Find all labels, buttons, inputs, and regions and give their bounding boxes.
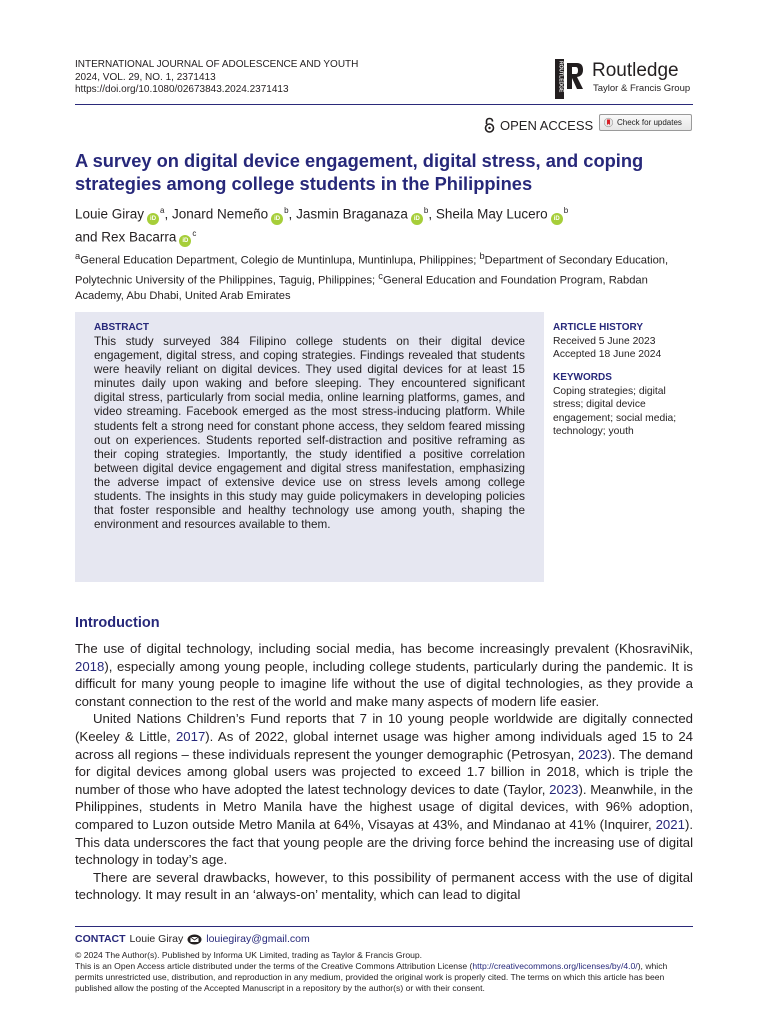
keywords-heading: KEYWORDS [553,372,612,383]
article-title: A survey on digital device engagement, digital stress, and coping strategies among college students in the Philippines [75,150,644,194]
affiliation-c: General Education and Foundation Program, Rabdan Academy, Abu Dhabi, United Arab Emirates [75,274,648,303]
article-history [553,335,693,362]
paragraph: United Nations Children’s Fund reports that 7 in 10 young people worldwide are digitally connected (Keeley & Little, 2017). As of 2022, global internet usage was higher among individuals aged 15 to 24 across all regions – these individuals represent the younger demographic (Petrosyan, 2023). The demand for digital devices among global users was projected to exceed 1.7 billion in 2018, which is triple the number of those who have adopted the latest technology devices to date (Taylor, 2023). Meanwhile, in the Philippines, students in Metro Manila have the highest usage of digital devices, with 96% adoption, compared to Luzon outside Metro Manila at 64%, Visayas at 43%, and Mindanao at 41% (Inquirer, 2021). This data underscores the fact that young people are the driving force behind the increasing use of digital technology in today’s age. [75,711,694,868]
abstract-heading: ABSTRACT [94,322,149,333]
author-list: Louie Giray $iD^a$, Jonard Nemeño $iD^b$, Jasmin Braganaza $iD^b$, Sheila May Lucero $iD^b$ and Rex Bacarra $iD^c$ [75,202,695,247]
open-lock-icon [484,117,495,133]
journal-header [75,59,358,97]
orcid-icon[interactable]: iD [411,213,423,225]
author-affil-sup: a [160,206,165,215]
orcid-icon[interactable]: iD [147,213,159,225]
affiliations: $^a$General Education Department, Colegio de Muntinlupa, Muntinlupa, Philippines; $^b$Department of Secondary Education, Polytechnic University of the Philippines, Taguig, Philippines; $^c$General Education and Foundation Program, Rabdan Academy, Abu Dhabi, United Arab Emirates [75,251,669,303]
citation-link[interactable]: 2018 [75,658,105,674]
author-name: Jasmin Braganaza [296,206,408,222]
license-link[interactable]: http://creativecommons.org/licenses/by/4.0/ [472,961,638,972]
article-history-heading: ARTICLE HISTORY [553,322,644,333]
accepted-date: Accepted 18 June 2024 [553,349,662,361]
keywords-text: Coping strategies; digital stress; digital device engagement; social media; technology; youth [553,386,677,438]
received-date: Received 5 June 2023 [553,336,656,347]
publisher-group: Taylor & Francis Group [593,83,691,94]
paragraph: There are several drawbacks, however, to this possibility of permanent access with the use of digital technology. It may result in an ‘always-on’ mentality, which can lead to digital [75,869,693,903]
affiliation-a: General Education Department, Colegio de Muntinlupa, Muntinlupa, Philippines; [80,254,477,267]
contact-label: CONTACT [75,933,126,945]
footer-license [75,950,695,994]
author-name: Rex Bacarra [101,229,177,244]
author-affil-sup: b [563,206,569,215]
journal-doi[interactable]: https://doi.org/10.1080/02673843.2024.2371413 [75,84,289,95]
citation-link[interactable]: 2017 [175,728,206,744]
copyright: © 2024 The Author(s). Published by Informa UK Limited, trading as Taylor & Francis Group. [75,950,423,960]
publisher-name: Routledge [592,60,679,81]
open-access-badge [484,117,593,133]
citation-link[interactable]: 2023 [577,746,608,762]
abstract-text: This study surveyed 384 Filipino college students on their digital device engagement, digital stress, and coping strategies. Findings revealed that students were heavily reliant on digital devices. They used digital devices for at least 15 minutes daily upon waking and before sleeping. They encountered significant digital stress, particularly from social media, online learning platforms, games, and video streaming. Facebook emerged as the most stress-inducing platform. While students felt a strong need for constant phone access, they seldom feared missing out on experiences. Students reported self-distraction and positive reframing as their coping strategies. Importantly, the study identified a positive correlation between digital device engagement and digital stress manifestation, emphasizing the adverse impact of extensive device use on stress levels among college students. The insights in this study may guide policymakers in developing policies that foster responsible and healthy technology use among youth, shaping the environment and resources available to them. [94,335,525,532]
journal-volume: 2024, VOL. 29, NO. 1, 2371413 [75,71,216,83]
check-for-updates-label: Check for updates [617,118,682,127]
orcid-icon[interactable]: iD [271,213,283,225]
bookmark-icon [604,117,613,128]
check-for-updates-button[interactable] [599,114,692,131]
author-affil-sup: b [423,206,429,215]
open-access-label: OPEN ACCESS [500,117,594,133]
publisher-logo [555,57,695,99]
contact-email-link[interactable]: louiegiray@gmail.com [206,933,310,945]
contact-line [75,933,310,945]
license-text: This is an Open Access article distributed under the terms of the Creative Commons Attribution License (http://creativecommons.org/licenses/by/4.0/), which permits unrestricted use, distribution, and reproduction in any medium, provided the original work is properly cited. The terms on which this article has been published allow the posting of the Accepted Manuscript in a repository by the author(s) or with their consent. [75,961,668,994]
header-rule [75,104,693,105]
introduction-heading: Introduction [75,615,160,631]
affiliation-b: Department of Secondary Education, Polytechnic University of the Philippines, Taguig, Philippines; [75,254,669,287]
citation-link[interactable]: 2021 [655,816,685,832]
orcid-icon[interactable]: iD [551,213,563,225]
contact-name: Louie Giray [129,933,184,945]
author-affil-sup: c [192,228,197,238]
paragraph: The use of digital technology, including social media, has become increasingly prevalent (KhosraviNik, 2018), especially among young people, including college students, particularly during the pandemic. It is difficult for many young people to imagine life without the use of digital technologies, as they provide a constant connection to the rest of the world and make many aspects of modern life easier. [75,641,693,709]
author-name: Sheila May Lucero [435,206,548,222]
logo-mark-text: ROUTLEDGE [557,61,564,93]
email-icon [187,934,202,945]
author-name: Jonard Nemeño [172,206,269,222]
author-affil-sup: b [284,206,289,215]
journal-name: INTERNATIONAL JOURNAL OF ADOLESCENCE AND YOUTH [75,59,359,70]
citation-link[interactable]: 2023 [549,781,579,797]
footer-rule [75,926,693,927]
introduction-body [75,640,693,904]
orcid-icon[interactable]: iD [179,235,191,247]
author-name: Louie Giray [75,206,145,222]
routledge-logo-icon [555,59,585,99]
